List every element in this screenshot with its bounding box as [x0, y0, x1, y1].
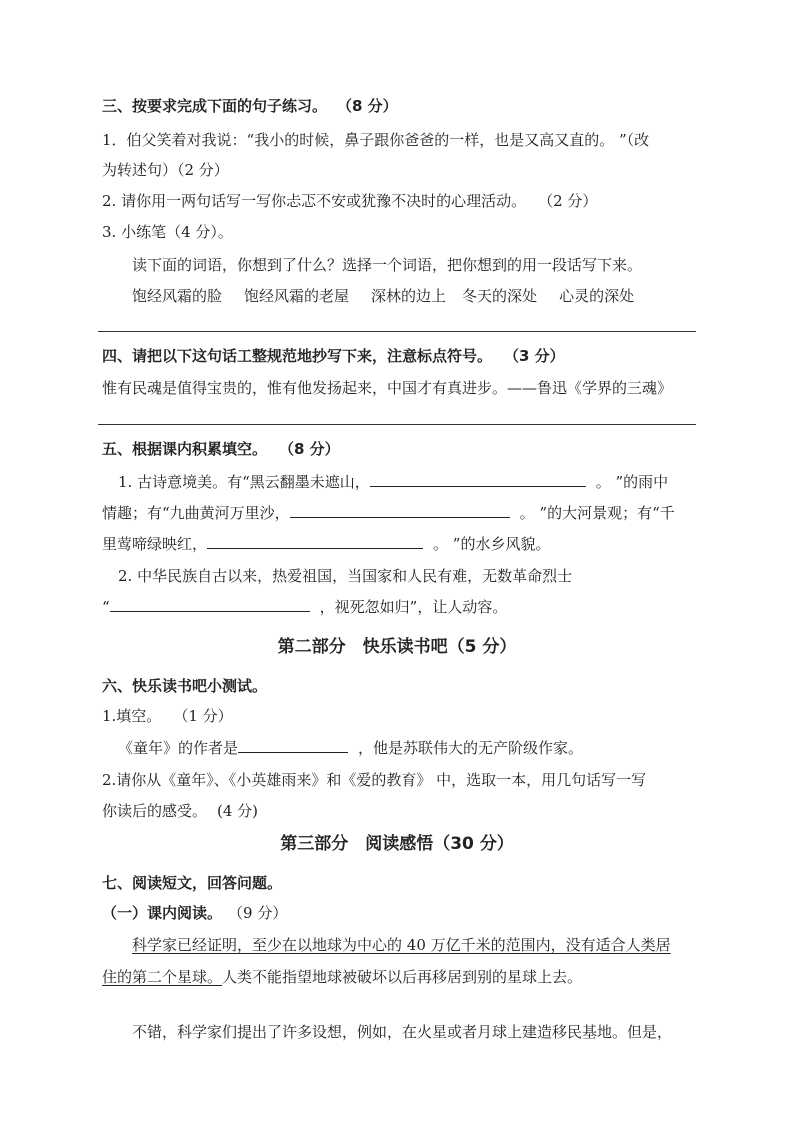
s3-q2-text: 2. 请你用一两句话写一写你忐忑不安或犹豫不决时的心理活动。 [102, 192, 527, 210]
reading-underlined-text: 住的第二个星球。 [102, 968, 223, 986]
s5-q1-text-f: 。 ”的水乡风貌。 [433, 535, 551, 553]
reading-p2-line1: 不错，科学家们提出了许多设想，例如，在火星或者月球上建造移民基地。但是， [132, 1023, 673, 1041]
part-2-heading: 第二部分 快乐读书吧（5 分） [277, 637, 517, 657]
section-5-title [102, 439, 340, 459]
fill-blank-4[interactable] [110, 597, 310, 612]
s5-q2-line1: 2. 中华民族自古以来，热爱祖国，当国家和人民有难，无数革命烈士 [118, 567, 573, 585]
section-7-title: 七、阅读短文，回答问题。 [102, 874, 283, 892]
part-3-heading: 第三部分 阅读感悟（30 分） [280, 834, 514, 854]
s5-q1-text-d: 。 ”的大河景观；有“千 [519, 504, 675, 522]
s3-q3: 3. 小练笔（4 分）。 [102, 223, 233, 241]
word-item: 饱经风霜的老屋 [244, 287, 350, 305]
fill-blank-1[interactable] [370, 472, 586, 487]
s5-q1-line2 [102, 503, 675, 523]
s6-q1-score: （1 分） [173, 707, 233, 725]
s5-q1-text-c: 情趣；有“九曲黄河万里沙， [102, 504, 290, 522]
s3-q2-score: （2 分） [538, 192, 598, 210]
s6-q2-score: (4 分) [217, 802, 259, 820]
s5-q2-open-quote: “ [102, 598, 110, 616]
s3-q2 [102, 191, 597, 211]
s5-q2-text-c: ，视死忽如归”，让人动容。 [319, 598, 508, 616]
s3-q1-line2: 为转述句）（2 分） [102, 161, 229, 179]
section-6-title: 六、快乐读书吧小测试。 [102, 677, 268, 695]
s3-word-list [132, 286, 634, 306]
writing-line[interactable] [98, 424, 696, 425]
word-item: 心灵的深处 [559, 287, 635, 305]
section-3-title-text: 三、按要求完成下面的句子练习。 [102, 97, 328, 115]
reading-p1-rest: 人类不能指望地球被破坏以后再移居到别的星球上去。 [222, 968, 583, 986]
s3-q3-prompt: 读下面的词语，你想到了什么？选择一个词语，把你想到的用一段话写下来。 [132, 256, 643, 274]
s7-sub-score: （9 分） [228, 904, 288, 922]
fill-blank-3[interactable] [207, 534, 423, 549]
section-5-title-text: 五、根据课内积累填空。 [102, 440, 268, 458]
fill-blank-2[interactable] [290, 503, 510, 518]
s5-q2-line2 [102, 597, 507, 617]
section-3-title [102, 96, 398, 116]
s6-q1 [102, 706, 233, 726]
word-item: 冬天的深处 [462, 287, 538, 305]
s5-q1-line1 [118, 472, 668, 492]
s6-q2-line2 [102, 801, 258, 821]
s3-q1-line1: 1．伯父笑着对我说：“我小的时候，鼻子跟你爸爸的一样，也是又高又直的。 ”（改 [102, 131, 650, 149]
s5-q1-line3 [102, 534, 550, 554]
s5-q1-text-e: 里莺啼绿映红， [102, 535, 208, 553]
s4-sentence: 惟有民魂是值得宝贵的，惟有他发扬起来，中国才有真进步。——鲁迅《学界的三魂》 [102, 379, 673, 397]
section-4-title-text: 四、请把以下这句话工整规范地抄写下来，注意标点符号。 [102, 347, 493, 365]
s6-q1-text-b: ，他是苏联伟大的无产阶级作家。 [358, 739, 584, 757]
word-item: 饱经风霜的脸 [132, 287, 223, 305]
writing-line[interactable] [98, 331, 696, 332]
word-item: 深林的边上 [371, 287, 447, 305]
section-4-score: （3 分） [504, 347, 565, 365]
s5-q1-text-b: 。 ”的雨中 [595, 473, 669, 491]
section-4-title [102, 346, 565, 366]
reading-p1-line1: 科学家已经证明，至少在以地球为中心的 40 万亿千米的范围内，没有适合人类居 [132, 936, 671, 954]
s5-q1-text-a: 1. 古诗意境美。有“黑云翻墨未遮山， [118, 473, 370, 491]
s6-q2-line1: 2.请你从《童年》、《小英雄雨来》和《爱的教育》 中，选取一本，用几句话写一写 [102, 771, 647, 789]
s6-q1-text: 1.填空。 [102, 707, 162, 725]
reading-p1-line2 [102, 967, 582, 987]
fill-blank-author[interactable] [238, 738, 348, 753]
section-5-score: （8 分） [279, 440, 340, 458]
s6-q2-text: 你读后的感受。 [102, 802, 208, 820]
s7-subsection [102, 903, 287, 923]
s7-sub-title: （一）课内阅读。 [102, 904, 223, 922]
s6-q1-fill [118, 738, 583, 758]
s6-q1-text-a: 《童年》的作者是 [118, 739, 239, 757]
section-3-score: （8 分） [337, 97, 398, 115]
